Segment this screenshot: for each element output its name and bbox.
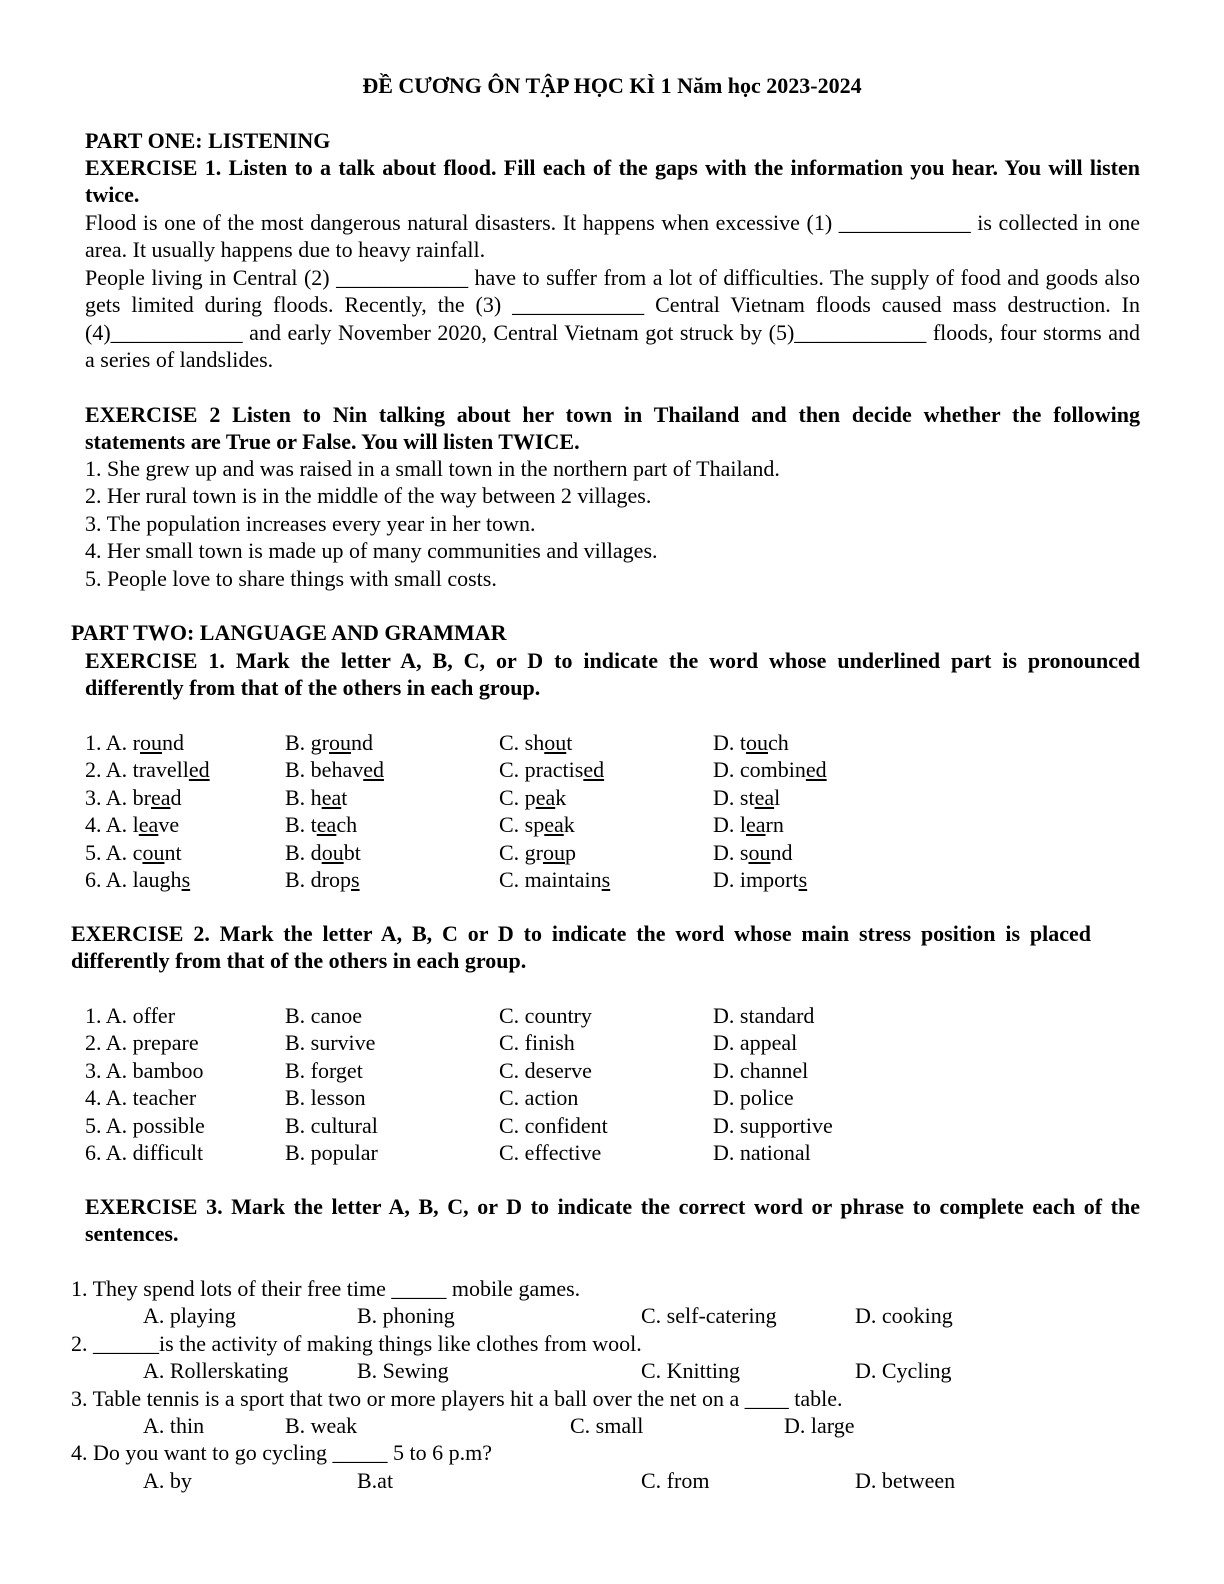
option-d: D. channel [713,1057,809,1083]
answer-row [71,1302,1131,1329]
option-d: D. imports [713,866,808,892]
option-d: D. standard [713,1003,815,1028]
option-d: D. combined [713,757,827,783]
part-one-heading: PART ONE: LISTENING [85,128,331,153]
option-c: C. from [641,1467,710,1493]
option-a: A. thin [143,1413,205,1438]
option-a: A. by [143,1467,192,1493]
underlined-part: ea [316,812,337,838]
underlined-part: ea [544,812,564,838]
document-title: ĐỀ CƯƠNG ÔN TẬP HỌC KÌ 1 Năm học 2023-2024 [362,73,862,98]
part-two-heading: PART TWO: LANGUAGE AND GRAMMAR [71,620,507,645]
option-row [85,811,1140,838]
option-a: 3. A. bread [85,784,182,810]
part2-exercise2-heading: EXERCISE 2. Mark the letter A, B, C or D to indicate the word whose main stress position is placed differently from that of the others in each group. [71,921,1091,974]
part1-exercise2-heading: EXERCISE 2 Listen to Nin talking about her town in Thailand and then decide whether the following statements are True or False. You will listen TWICE. [85,402,1140,455]
option-d: D. appeal [713,1030,798,1056]
part1-exercise1-heading: EXERCISE 1. Listen to a talk about flood. Fill each of the gaps with the information you hear. You will listen twice. [85,155,1140,208]
option-b: B. teach [285,812,358,838]
option-b: B. survive [285,1030,376,1056]
underlined-part: ea [138,812,159,838]
underlined-part: s [181,866,191,892]
option-c: C. self-catering [641,1303,777,1329]
option-b: B. weak [285,1413,358,1438]
underlined-part: ea [535,784,556,810]
option-row [85,729,1140,756]
underlined-part: ea [746,812,766,838]
option-row [85,1057,1140,1084]
option-c: C. Knitting [641,1358,741,1384]
answer-row [71,1357,1131,1384]
list-item: 3. The population increases every year in her town. [85,510,536,536]
underlined-part: ed [363,757,384,783]
option-row [85,1002,1140,1029]
underlined-part: ea [151,784,171,810]
part2-exercise3-heading: EXERCISE 3. Mark the letter A, B, C, or D to indicate the correct word or phrase to complete each of the sentences. [85,1194,1140,1247]
option-a: 6. A. difficult [85,1139,204,1165]
option-a: A. playing [143,1303,236,1329]
true-false-list [85,455,1140,592]
option-b: B. cultural [285,1112,378,1138]
option-d: D. steal [713,784,781,810]
option-d: D. between [855,1467,956,1493]
underlined-part: ou [142,839,165,865]
grammar-questions [71,1275,1131,1494]
answer-row [71,1412,1131,1439]
option-a: 4. A. teacher [85,1085,197,1111]
option-c: C. shout [499,730,573,755]
option-b: B. phoning [357,1303,455,1329]
option-row [85,1029,1140,1056]
option-b: B. behaved [285,757,384,783]
underlined-part: ou [748,839,771,865]
option-d: D. national [713,1139,811,1165]
underlined-part: s [601,866,611,892]
option-c: C. group [499,839,576,865]
underlined-part: ou [746,730,768,755]
option-a: 5. A. count [85,839,182,865]
option-c: C. action [499,1085,579,1111]
option-a: 1. A. offer [85,1003,176,1028]
underlined-part: ea [321,784,342,810]
option-row [85,839,1140,866]
stress-options [85,1002,1140,1166]
underlined-part: ou [544,730,567,755]
option-c: C. deserve [499,1057,592,1083]
pronunciation-options [85,729,1140,893]
option-d: D. police [713,1085,794,1111]
question-text: 3. Table tennis is a sport that two or more players hit a ball over the net on a ____ table. [71,1385,843,1411]
option-b: B. popular [285,1139,378,1165]
underlined-part: s [798,866,808,892]
option-d: D. learn [713,812,784,838]
option-c: C. confident [499,1112,608,1138]
option-row [85,1084,1140,1111]
option-c: C. country [499,1003,592,1028]
option-row [85,1139,1140,1166]
question-text: 4. Do you want to go cycling _____ 5 to 6 p.m? [71,1440,493,1466]
option-row [85,784,1140,811]
option-row [85,866,1140,893]
option-a: 2. A. travelled [85,757,210,783]
option-a: 2. A. prepare [85,1030,199,1056]
underlined-part: ou [140,730,162,755]
option-d: D. cooking [855,1303,953,1329]
option-d: D. large [784,1413,855,1438]
option-b: B. canoe [285,1003,362,1028]
underlined-part: ou [321,839,344,865]
option-d: D. Cycling [855,1358,952,1384]
part2-exercise1-heading: EXERCISE 1. Mark the letter A, B, C, or D to indicate the word whose underlined part is pronounced differently from that of the others in each group. [85,648,1140,701]
underlined-part: s [351,866,360,892]
question-text: 1. They spend lots of their free time _____ mobile games. [71,1276,581,1301]
option-a: 3. A. bamboo [85,1057,204,1083]
option-b: B. lesson [285,1085,366,1111]
flood-paragraph-2: People living in Central (2) ____________ have to suffer from a lot of difficulties. The supply of food and goods also gets limited during floods. Recently, the (3) ____________ Central Vietnam floods caused mass destruction. In (4)____________ and early November 2020, Central Vietnam got struck by (5)____________ floods, four storms and a series of landslides. [85,265,1140,373]
option-c: C. maintains [499,866,611,892]
option-row [85,1112,1140,1139]
option-d: D. supportive [713,1112,833,1138]
option-a: 5. A. possible [85,1112,205,1138]
option-c: C. small [570,1413,644,1438]
option-a: 6. A. laughs [85,866,191,892]
option-c: C. peak [499,784,567,810]
option-d: D. sound [713,839,793,865]
option-c: C. practised [499,757,605,783]
underlined-part: ed [805,757,827,783]
underlined-part: ou [543,839,565,865]
answer-row [71,1467,1131,1494]
underlined-part: ou [329,730,351,755]
list-item: 5. People love to share things with small costs. [85,565,497,591]
option-c: C. finish [499,1030,575,1056]
option-b: B.at [357,1467,394,1493]
option-b: B. heat [285,784,348,810]
option-a: 1. A. round [85,730,184,755]
option-d: D. touch [713,730,789,755]
option-b: B. doubt [285,839,361,865]
underlined-part: ed [583,757,605,783]
option-a: 4. A. leave [85,812,180,838]
option-a: A. Rollerskating [143,1358,289,1384]
option-c: C. effective [499,1139,602,1165]
option-row [85,756,1140,783]
question-text: 2. ______is the activity of making things like clothes from wool. [71,1330,642,1356]
underlined-part: ea [754,784,775,810]
list-item: 1. She grew up and was raised in a small town in the northern part of Thailand. [85,456,780,481]
flood-paragraph-1: Flood is one of the most dangerous natural disasters. It happens when excessive (1) ____________ is collected in one area. It usually happens due to heavy rainfall. [85,210,1140,263]
list-item: 2. Her rural town is in the middle of the way between 2 villages. [85,483,652,509]
option-b: B. drops [285,866,360,892]
option-b: B. forget [285,1057,363,1083]
option-b: B. Sewing [357,1358,449,1384]
option-c: C. speak [499,812,575,838]
list-item: 4. Her small town is made up of many communities and villages. [85,538,658,564]
underlined-part: ed [188,757,210,783]
option-b: B. ground [285,730,373,755]
